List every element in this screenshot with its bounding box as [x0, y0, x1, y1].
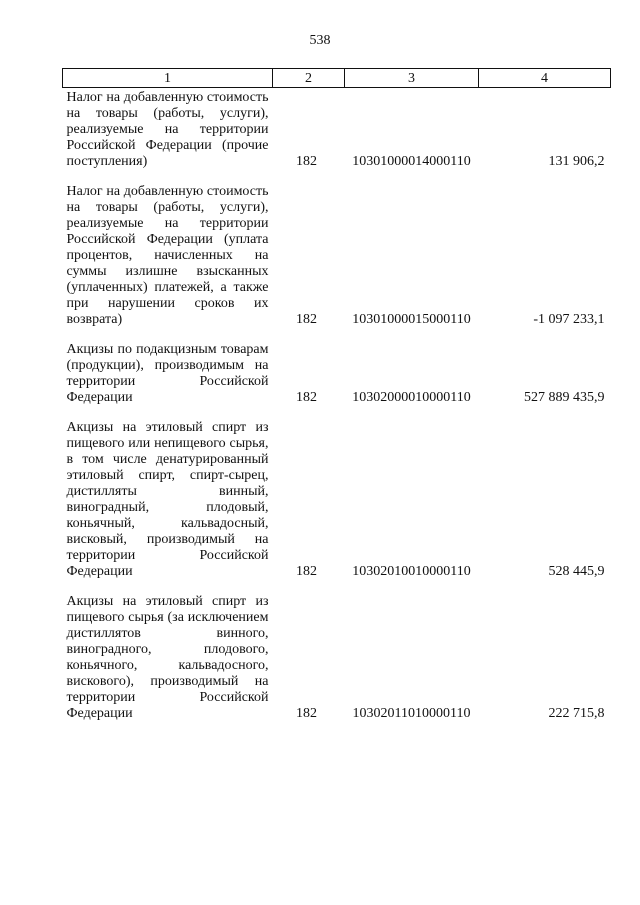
table-row: [63, 342, 611, 420]
column-header-3: 3: [345, 69, 479, 88]
amount: 222 715,8: [548, 706, 605, 721]
classification-code: 10302010010000110: [352, 564, 471, 579]
admin-code: 182: [296, 390, 317, 405]
admin-code: 182: [296, 706, 317, 721]
income-name: Акцизы по подакцизным товарам (продукции), производимым на территории Российской Федерации: [66, 342, 269, 405]
amount: -1 097 233,1: [533, 312, 605, 327]
classification-code: 10301000014000110: [352, 154, 471, 169]
budget-table: [62, 68, 611, 722]
header-row: [63, 69, 611, 88]
amount: 528 445,9: [548, 564, 605, 579]
classification-code: 10301000015000110: [352, 312, 471, 327]
column-header-4: 4: [479, 69, 611, 88]
classification-code: 10302011010000110: [352, 706, 471, 721]
income-name: Налог на добавленную стоимость на товары (работы, услуги), реализуемые на территории Российской Федерации (уплата процентов, начисленных на суммы излишне взысканных (уплаченных) платежей, а также при нарушении сроков их возврата): [66, 184, 269, 327]
column-header-2: 2: [273, 69, 345, 88]
amount: 131 906,2: [548, 154, 605, 169]
income-name: Налог на добавленную стоимость на товары (работы, услуги), реализуемые на территории Российской Федерации (прочие поступления): [66, 90, 269, 169]
admin-code: 182: [296, 564, 317, 579]
amount: 527 889 435,9: [524, 390, 605, 405]
table-row: [63, 420, 611, 594]
admin-code: 182: [296, 312, 317, 327]
admin-code: 182: [296, 154, 317, 169]
table-row: [63, 594, 611, 722]
income-name: Акцизы на этиловый спирт из пищевого сырья (за исключением дистиллятов винного, виноградного, плодового, коньячного, кальвадосного, вискового), производимый на территории Российской Федерации: [66, 594, 269, 721]
column-header-1: 1: [63, 69, 273, 88]
page-number: 538: [309, 33, 331, 48]
table-row: [63, 88, 611, 185]
classification-code: 10302000010000110: [352, 390, 471, 405]
table-row: [63, 184, 611, 342]
income-name: Акцизы на этиловый спирт из пищевого или непищевого сырья, в том числе денатурированный этиловый спирт, спирт-сырец, дистилляты винный, виноградный, плодовый, коньячный, кальвадосный, висковый, производимый на территории Российской Федерации: [66, 420, 269, 579]
